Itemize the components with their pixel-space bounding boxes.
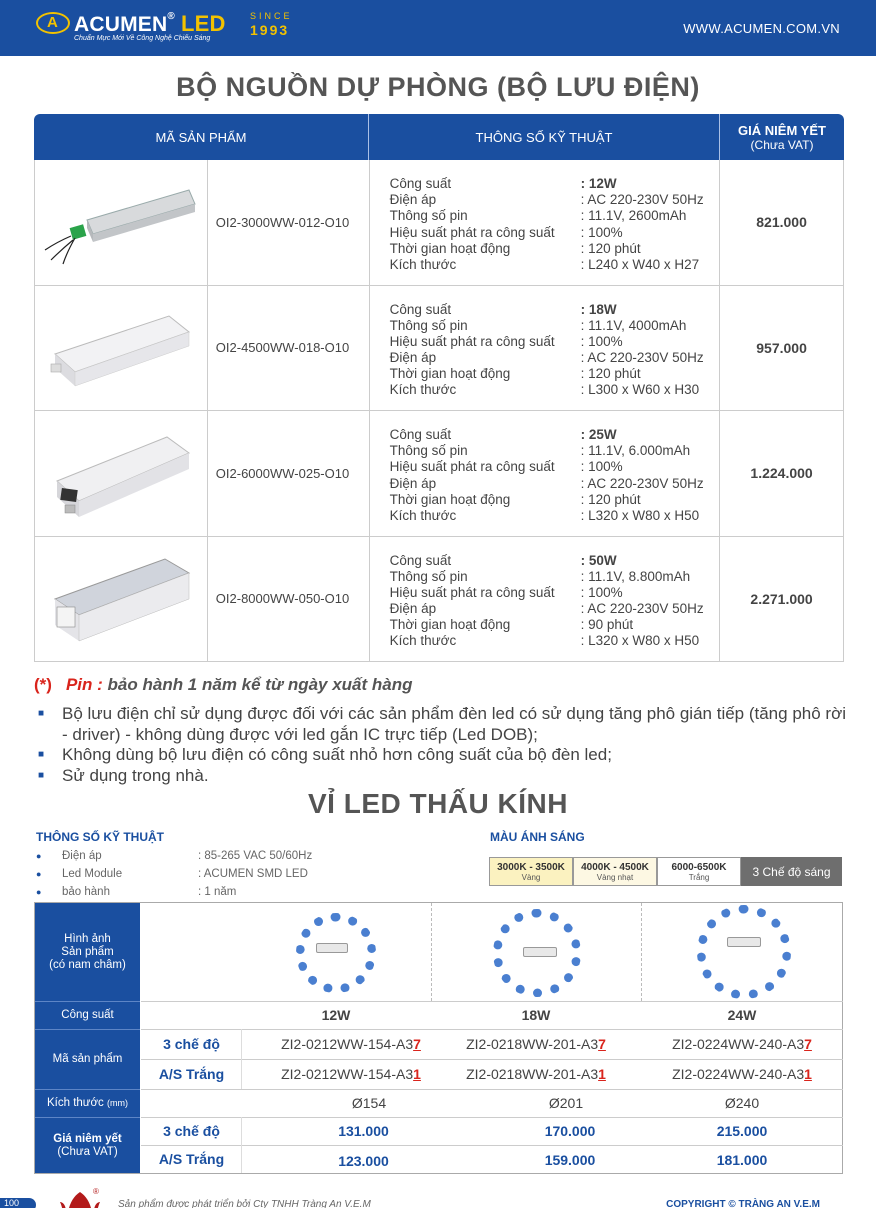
spec-value: : 85-265 VAC 50/60Hz <box>198 850 313 862</box>
spec-value: : L240 x W40 x H27 <box>580 256 700 272</box>
price-18w-white: 159.000 <box>544 1152 596 1168</box>
header-price-label: GIÁ NIÊM YẾT <box>738 122 826 138</box>
page-number: 100 <box>0 1198 36 1208</box>
ups-table-header <box>34 114 844 160</box>
spec-value: : 11.1V, 6.000mAh <box>580 443 691 459</box>
product-code: OI2-3000WW-012-O10 <box>208 160 370 285</box>
header-specs: THÔNG SỐ KỸ THUẬT <box>369 114 720 160</box>
ups-driver-image <box>47 549 197 649</box>
code-suffix: 1 <box>413 1066 421 1082</box>
warranty-text: bảo hành 1 năm kể từ ngày xuất hàng <box>107 675 413 694</box>
brand-slogan: Chuẩn Mực Mới Về Công Nghệ Chiếu Sáng <box>74 35 211 42</box>
code-suffix: 7 <box>598 1036 606 1052</box>
list-item <box>34 704 854 745</box>
bullet-icon: ■ <box>38 708 45 719</box>
list-item <box>34 745 854 766</box>
power-18w: 18W <box>521 1007 551 1023</box>
code-18w-3mode <box>431 1029 641 1059</box>
ups-table <box>34 114 844 662</box>
spec-label: Kích thước <box>389 256 457 272</box>
page-header <box>0 0 876 56</box>
swatch-neutral <box>573 857 657 886</box>
code-suffix: 7 <box>804 1036 812 1052</box>
ups-driver-image <box>39 180 204 265</box>
swatch-sub: Trắng <box>688 872 710 882</box>
table-row <box>34 286 844 412</box>
spec-value: : 100% <box>580 584 623 600</box>
light-color-title: MÀU ÁNH SÁNG <box>490 830 585 844</box>
spec-label: Điện áp <box>389 192 437 208</box>
product-price: 957.000 <box>756 339 807 356</box>
product-image <box>35 160 208 285</box>
spec-value: : 100% <box>580 333 623 349</box>
section-title-led-module: VỈ LED THẤU KÍNH <box>308 788 568 819</box>
section-title-ups: BỘ NGUỒN DỰ PHÒNG (BỘ LƯU ĐIỆN) <box>176 72 700 102</box>
spec-label: Điện áp <box>389 475 437 491</box>
spec-value: : 100% <box>580 459 623 475</box>
note-text: Sử dụng trong nhà. <box>62 765 209 785</box>
spec-label: Thông số pin <box>389 568 468 584</box>
product-price: 821.000 <box>756 214 807 231</box>
product-price: 1.224.000 <box>750 465 813 482</box>
price-18w-3mode: 170.000 <box>544 1123 596 1139</box>
price-24w-3mode: 215.000 <box>716 1123 768 1139</box>
spec-label: Công suất <box>389 552 452 568</box>
bullet-icon: ■ <box>38 749 45 760</box>
spec-label: Thời gian hoạt động <box>389 617 511 633</box>
code-main: ZI2-0212WW-154-A3 <box>281 1066 414 1082</box>
header-price <box>720 114 844 160</box>
spec-value: : 120 phút <box>580 366 641 382</box>
led-spec-list <box>36 847 312 901</box>
label-line: (có nam châm) <box>49 958 126 971</box>
led-driver-image <box>727 937 761 947</box>
spec-value: : ACUMEN SMD LED <box>198 868 308 880</box>
product-specs <box>370 537 721 662</box>
spec-value: : 11.1V, 2600mAh <box>580 208 687 224</box>
code-main: ZI2-0224WW-240-A3 <box>672 1066 805 1082</box>
code-12w-3mode <box>241 1029 461 1059</box>
table-row <box>34 160 844 286</box>
label-line: Giá niêm yết <box>53 1132 122 1145</box>
spec-label: Hiệu suất phát ra công suất <box>389 459 555 475</box>
led-module-table <box>34 902 843 1174</box>
swatch-name: 3000K - 3500K <box>497 861 565 873</box>
ups-driver-image <box>49 302 199 397</box>
code-main: ZI2-0224WW-240-A3 <box>672 1036 805 1052</box>
sublabel-3mode: 3 chế độ <box>163 1036 220 1052</box>
list-item <box>36 883 312 901</box>
spec-label: Led Module <box>62 868 123 880</box>
product-specs <box>370 411 721 536</box>
product-image <box>35 286 208 411</box>
code-main: ZI2-0212WW-154-A3 <box>281 1036 414 1052</box>
spec-label: Kích thước <box>389 633 457 649</box>
bullet-icon: ● <box>36 869 42 879</box>
product-code: OI2-8000WW-050-O10 <box>208 537 370 662</box>
led-driver-image <box>316 943 348 953</box>
spec-value: : 25W <box>580 427 617 442</box>
spec-value: : 12W <box>580 176 617 191</box>
footer-credit: Sản phẩm được phát triển bởi Cty TNHH Tràng An V.E.M <box>118 1199 371 1208</box>
size-12w: Ø154 <box>351 1095 387 1111</box>
bullet-icon: ■ <box>38 769 45 781</box>
spec-value: : L320 x W80 x H50 <box>580 507 700 523</box>
header-product-code: MÃ SẢN PHẨM <box>34 114 369 160</box>
label-line: Hình ảnh <box>64 932 111 945</box>
spec-label: Thông số pin <box>389 208 468 224</box>
spec-value: : AC 220-230V 50Hz <box>580 350 704 366</box>
row-label-size <box>35 1089 140 1117</box>
battery-warranty-note <box>34 675 413 695</box>
spec-value: : AC 220-230V 50Hz <box>580 601 704 617</box>
swatch-warm <box>489 857 573 886</box>
spec-label: Điện áp <box>62 850 102 862</box>
led-ring-image-12w <box>296 913 376 993</box>
spec-label: Hiệu suất phát ra công suất <box>389 224 555 240</box>
brand-name: ACUMEN <box>74 13 168 36</box>
code-main: ZI2-0218WW-201-A3 <box>466 1066 599 1082</box>
warranty-asterisk: (*) <box>34 675 52 694</box>
product-code: OI2-6000WW-025-O10 <box>208 411 370 536</box>
table-row <box>34 411 844 537</box>
spec-label: Công suất <box>389 427 452 442</box>
product-price: 2.271.000 <box>750 590 813 607</box>
code-24w-3mode <box>641 1029 843 1059</box>
power-12w: 12W <box>321 1007 351 1023</box>
price-12w-white: 123.000 <box>338 1153 389 1169</box>
size-unit: (mm) <box>107 1098 128 1108</box>
spec-value: : 100% <box>580 224 623 240</box>
footer-reg: ® <box>93 1187 99 1196</box>
divider <box>641 903 642 1001</box>
list-item <box>36 865 312 883</box>
warranty-pin-label: Pin : <box>65 675 103 694</box>
acumen-logo-icon <box>36 12 70 34</box>
sublabel-3mode: 3 chế độ <box>163 1123 220 1139</box>
spec-value: : AC 220-230V 50Hz <box>580 192 704 208</box>
row-label-image <box>35 903 140 1001</box>
spec-label: Thông số pin <box>389 443 468 459</box>
power-24w: 24W <box>727 1007 757 1023</box>
code-18w-white <box>431 1059 641 1089</box>
swatch-sub: Vàng nhạt <box>596 872 634 882</box>
product-image <box>35 411 208 536</box>
spec-label: Công suất <box>389 301 452 317</box>
swatch-cool <box>657 857 741 886</box>
sublabel-white: A/S Trắng <box>158 1066 225 1082</box>
spec-value: : 50W <box>580 552 617 568</box>
spec-label: Điện áp <box>389 350 437 366</box>
spec-label: Điện áp <box>389 601 437 617</box>
swatch-name: 6000-6500K <box>671 861 727 873</box>
spec-label: Kích thước <box>389 507 457 523</box>
led-spec-title: THÔNG SỐ KỸ THUẬT <box>36 830 164 844</box>
spec-value: : L300 x W60 x H30 <box>580 382 700 398</box>
swatch-sub: Vàng <box>521 872 541 882</box>
bullet-icon: ● <box>36 887 42 897</box>
code-12w-white <box>241 1059 461 1089</box>
spec-value: : 90 phút <box>580 617 634 633</box>
list-item <box>34 766 854 787</box>
code-main: ZI2-0218WW-201-A3 <box>466 1036 599 1052</box>
product-specs <box>370 160 721 285</box>
product-image <box>35 537 208 662</box>
brand-led: LED <box>181 11 226 36</box>
spec-value: : 11.1V, 4000mAh <box>580 317 687 333</box>
spec-value: : 18W <box>580 301 617 317</box>
label-line: Sản phẩm <box>61 945 114 958</box>
code-24w-white <box>641 1059 843 1089</box>
spec-label: Hiệu suất phát ra công suất <box>389 584 555 600</box>
spec-label: bảo hành <box>62 886 110 898</box>
spec-value: : 120 phút <box>580 491 641 507</box>
product-specs <box>370 286 721 411</box>
code-suffix: 1 <box>804 1066 812 1082</box>
spec-label: Thông số pin <box>389 317 468 333</box>
usage-notes <box>34 704 854 786</box>
row-label-price <box>35 1117 140 1173</box>
product-code: OI2-4500WW-018-O10 <box>208 286 370 411</box>
table-row <box>34 537 844 663</box>
note-text: Bộ lưu điện chỉ sử dụng được đối với các sản phẩm đèn led có sử dụng tăng phô gián tiếp (tăng phô rời - driver) - không dùng được với led gắn IC trực tiếp (Led DOB); <box>62 704 846 744</box>
swatch-3mode <box>741 857 842 886</box>
price-12w-3mode: 131.000 <box>338 1123 389 1139</box>
led-table-row-labels <box>35 903 140 1173</box>
bullet-icon: ● <box>36 851 42 861</box>
label-line: (Chưa VAT) <box>57 1145 118 1158</box>
spec-label: Công suất <box>389 176 452 191</box>
note-text: Không dùng bộ lưu điện có công suất nhỏ hơn công suất của bộ đèn led; <box>62 745 612 764</box>
spec-value: : L320 x W80 x H50 <box>580 633 700 649</box>
list-item <box>36 847 312 865</box>
spec-value: : AC 220-230V 50Hz <box>580 475 704 491</box>
code-suffix: 1 <box>598 1066 606 1082</box>
spec-label: Thời gian hoạt động <box>389 491 511 507</box>
led-driver-image <box>523 947 557 957</box>
spec-label: Thời gian hoạt động <box>389 240 511 256</box>
size-18w: Ø201 <box>548 1095 584 1111</box>
spec-label: Thời gian hoạt động <box>389 366 511 382</box>
label-line <box>47 1097 128 1110</box>
row-label-power: Công suất <box>35 1001 140 1029</box>
since-year: 1993 <box>250 22 290 38</box>
price-24w-white: 181.000 <box>716 1152 768 1168</box>
spec-value: : 11.1V, 8.800mAh <box>580 568 691 584</box>
brand-reg: ® <box>167 11 175 22</box>
website-link[interactable]: WWW.ACUMEN.COM.VN <box>683 21 840 36</box>
footer-copyright: COPYRIGHT © TRÀNG AN V.E.M <box>666 1199 820 1208</box>
divider <box>431 903 432 1001</box>
spec-value: : 1 năm <box>198 886 237 898</box>
header-price-note: (Chưa VAT) <box>750 137 814 152</box>
swatch-name: 3 Chế độ sáng <box>752 864 831 879</box>
size-24w: Ø240 <box>724 1095 760 1111</box>
ups-driver-image <box>47 425 197 525</box>
light-color-swatches <box>489 857 842 886</box>
led-ring-image-24w <box>697 905 791 999</box>
spec-value: : 120 phút <box>580 240 641 256</box>
spec-label: Kích thước <box>389 382 457 398</box>
spec-label: Hiệu suất phát ra công suất <box>389 333 555 349</box>
swatch-name: 4000K - 4500K <box>581 861 649 873</box>
sublabel-white: A/S Trắng <box>158 1151 225 1167</box>
since-label: SINCE <box>250 11 293 21</box>
code-suffix: 7 <box>413 1036 421 1052</box>
size-label: Kích thước <box>47 1097 104 1109</box>
row-label-code: Mã sản phẩm <box>35 1029 140 1089</box>
